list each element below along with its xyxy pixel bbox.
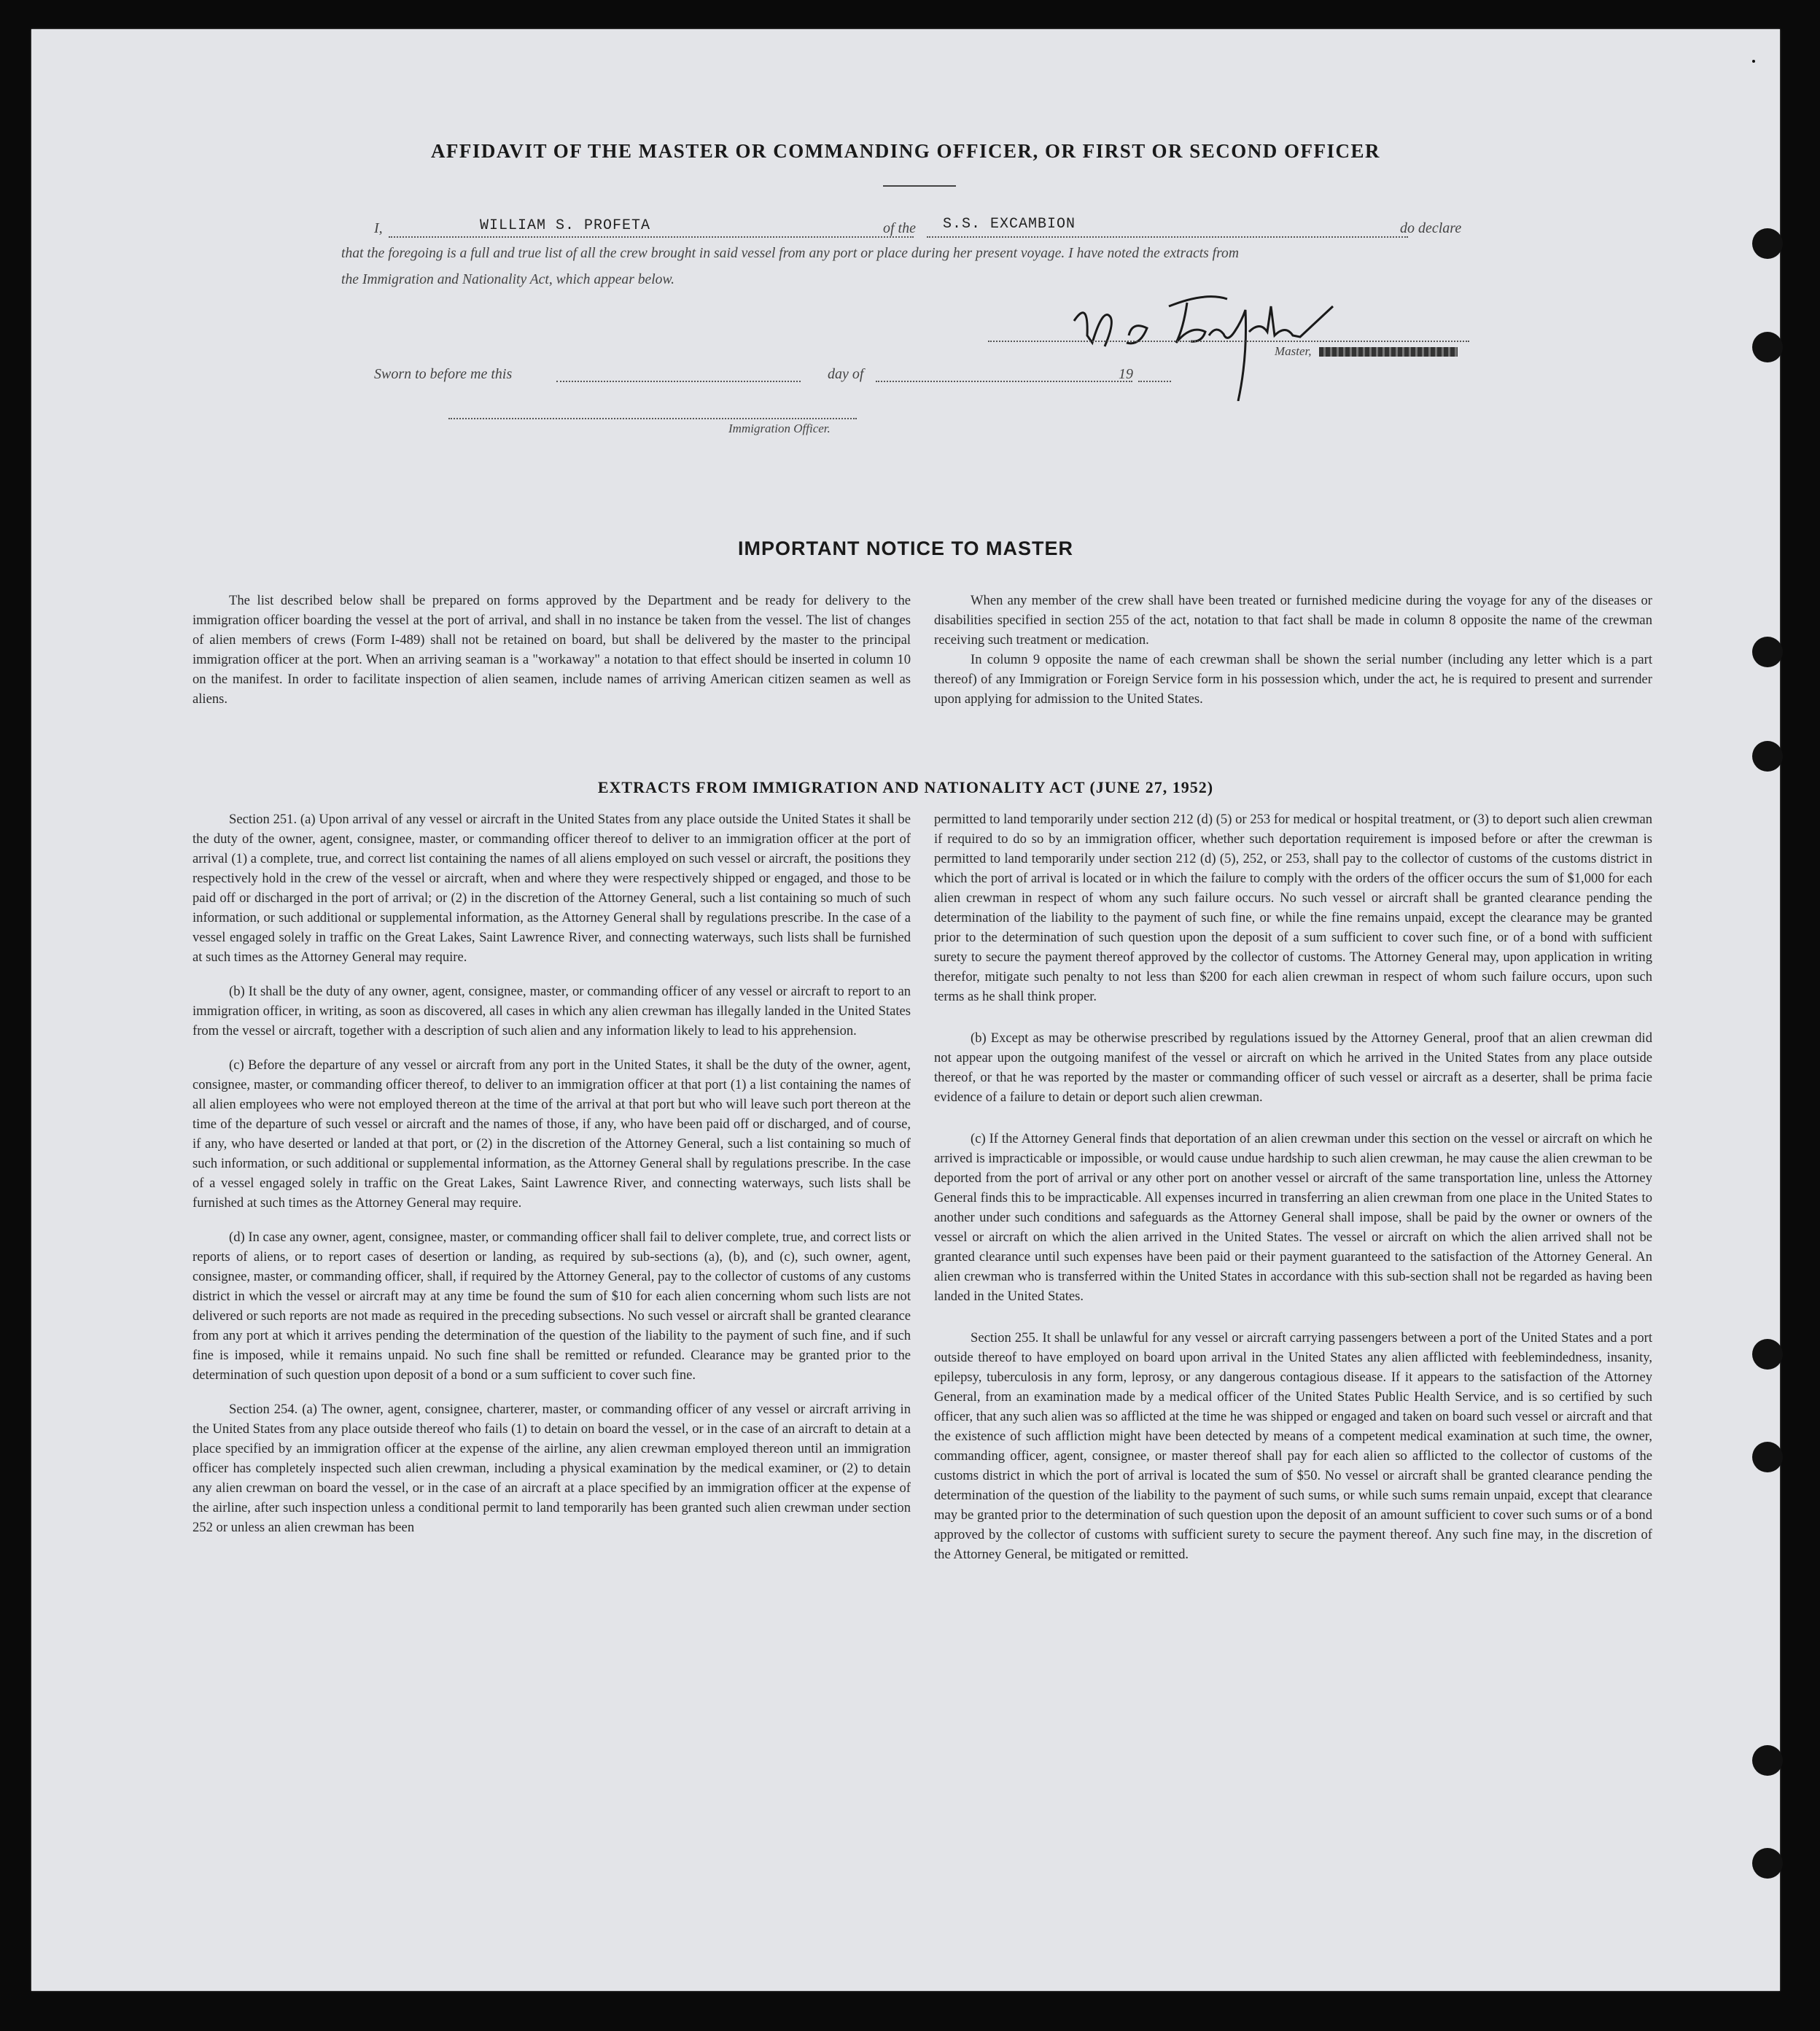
extract-paragraph: permitted to land temporarily under section 212 (d) (5) or 253 for medical or hospital treatment, or (3) to deport such alien crewman if required to do so by an immigration officer, whether such deportation requirement is imposed before or after the crewman is permitted to land temporarily under section 212 (d) (5), 252, or 253, shall pay to the collector of customs of the customs district in which the port of arrival is located or in which the failure to comply with the orders of the officer occurs the sum of $1,000 for each alien crewman in respect of whom any such failure occurs. No such vessel or aircraft shall be granted clearance pending the determination of the liability to the payment of such fine, or while the fine remains unpaid, except the clearance may be granted prior to the determination of such question upon the deposit of a sum sufficient to cover such fine, or of a bond with sufficient surety to secure the payment thereof approved by the collector of customs. The Attorney General may, upon application in writing therefor, mitigate such penalty to not less than $200 for each alien crewman in respect of whom such failure occurs, upon such terms as he shall think proper. [934,812,1652,1004]
extract-paragraph: (b) It shall be the duty of any owner, agent, consignee, master, or commanding officer of any vessel or aircraft to report to an immigration officer, in writing, as soon as discovered, all cases in which any alien crewman has illegally landed in the United States from the vessel or aircraft, together with a description of such alien and any information likely to lead to his apprehension. [192,984,911,1038]
vessel-name: S.S. EXCAMBION [943,216,1076,233]
punch-hole [1752,741,1783,772]
signature-line [988,341,1469,342]
vessel-line [927,236,1408,238]
notice-left-column [192,591,911,715]
extract-paragraph: Section 255. It shall be unlawful for any vessel or aircraft carrying passengers between a port of the United States and a port outside thereof to have employed on board upon arrival in the United States any alien afflicted with feeblemindedness, insanity, epilepsy, tuberculosis in any form, leprosy, or any dangerous contagious disease. If it appears to the satisfaction of the Attorney General, from an examination made by a medical officer of the United States Public Health Service, and is so certified by such officer, that any such alien was so afflicted at the time he was shipped or engaged and taken on board such vessel or aircraft and that the existence of such affliction might have been detected by means of a competent medical examination at such time, the owner, commanding officer, agent, consignee, or master thereof shall pay for each alien so afflicted to the collector of customs of the customs district in which the port of arrival is located the sum of $50. No vessel or aircraft shall be granted clearance pending the determination of the question of the liability to the payment of such sums, or while such sums remain unpaid, except that clearance may be granted prior to the determination of such question upon the deposit of an amount sufficient to cover such sums or of a bond approved by the collector of customs with sufficient surety to secure the payment thereof. Any such fine may, in the discretion of the Attorney General, be mitigated or remitted. [934,1330,1652,1562]
notice-right-column [934,591,1652,715]
redacted-title [1319,347,1458,357]
extracts-left-column [192,809,911,1544]
sworn-label: Sworn to before me this [374,366,513,382]
day-of-label: day of [828,366,864,382]
extract-paragraph: Section 251. (a) Upon arrival of any vessel or aircraft in the United States from any place outside the United States it shall be the duty of the owner, agent, consignee, master, or commanding officer thereof to deliver to an immigration officer at the port of arrival (1) a complete, true, and correct list containing the names of all aliens employed on such vessel or aircraft, the positions they respectively hold in the crew of the vessel or aircraft, when and where they were respectively shipped or engaged, and those to be paid off or discharged in the port of arrival; or (2) in the discretion of the Attorney General, such a list containing so much of such information, or such additional or supplemental information, as the Attorney General shall by regulations prescribe. In the case of a vessel engaged solely in traffic on the Great Lakes, Saint Lawrence River, and connecting waterways, such lists shall be furnished at such times as the Attorney General may require. [192,812,911,965]
punch-hole [1752,1848,1783,1879]
i-label: I, [374,220,383,236]
officer-signature-line [448,418,857,419]
name-line [389,236,914,238]
declaration-line-2: that the foregoing is a full and true list of all the crew brought in said vessel from any port or place during her present voyage. I have noted the extracts from [341,246,1239,261]
extract-paragraph: Section 254. (a) The owner, agent, consignee, charterer, master, or commanding officer of any vessel or aircraft arriving in the United States from any place outside thereof who fails (1) to detain on board the vessel, or in the case of an aircraft to detain at a place specified by an immigration officer at the expense of the airline, any alien crewman employed thereon until an immigration officer has completely inspected such alien crewman, including a physical examination by the medical examiner, or (2) to detain any alien crewman on board the vessel, or in the case of an aircraft at a place specified by an immigration officer at the expense of the airline, after such inspection unless a conditional permit to land temporarily has been granted such alien crewman under section 252 or unless an alien crewman has been [192,1402,911,1535]
extract-paragraph: (d) In case any owner, agent, consignee, master, or commanding officer shall fail to deliver complete, true, and correct lists or reports of aliens, or to report cases of desertion or landing, as required by sub-sections (a), (b), and (c), such owner, agent, consignee, master, or commanding officer, shall, if required by the Attorney General, pay to the collector of customs of any customs district in which the vessel or aircraft may at any time be found the sum of $10 for each alien concerning whom such lists are not delivered or such reports are not made as required in the preceding subsections. No such vessel or aircraft shall be granted clearance from any port at which it arrives pending the determination of the question of the liability to the payment of such fine, and if such fine is imposed, while it remains unpaid. No such fine shall be remitted or refunded. Clearance may be granted prior to the determination of such question upon deposit of a bond or a sum sufficient to cover such fine. [192,1230,911,1383]
do-declare-label: do declare [1400,220,1462,236]
sworn-day-line [556,381,801,382]
punch-hole [1752,1339,1783,1370]
extract-paragraph: (c) Before the departure of any vessel or aircraft from any port in the United States, it shall be the duty of the owner, agent, consignee, master, or commanding officer thereof, to deliver to an immigration officer at that port (1) a list containing the names of all alien employees who were not employed thereon at the time of the arrival at that port but who will leave such port thereon at the time of the departure of such vessel or aircraft and the names of those, if any, who have been paid off or discharged, and of course, if any, who have deserted or landed at that port, or (2) in the discretion of the Attorney General, such a list containing so much of such information, or such additional or supplemental information, as the Attorney General shall by regulations prescribe. In the case of a vessel engaged solely in traffic on the Great Lakes, Saint Lawrence River, and connecting waterways, such lists shall be furnished at such times as the Attorney General may require. [192,1057,911,1211]
extracts-right-column [934,809,1652,1571]
notice-paragraph: In column 9 opposite the name of each crewman shall be shown the serial number (including any letter which is a part thereof) of any Immigration or Foreign Service form in his possession which, under the act, he is required to present and surrender upon applying for admission to the United States. [934,652,1652,707]
notice-paragraph: When any member of the crew shall have been treated or furnished medicine during the voyage for any of the diseases or disabilities specified in section 255 of the act, notation to that fact shall be made in column 8 opposite the name of the crewman receiving such treatment or medication. [934,593,1652,648]
title-divider [883,185,956,187]
master-label: Master, [1275,344,1312,358]
year-label: 19 [1119,366,1133,382]
document-page [31,29,1780,1991]
immigration-officer-label: Immigration Officer. [728,422,831,435]
sworn-month-line [876,381,1132,382]
notice-title: IMPORTANT NOTICE TO MASTER [738,537,1073,559]
punch-hole [1752,1442,1783,1472]
extract-paragraph: (c) If the Attorney General finds that deportation of an alien crewman under this section on the vessel or aircraft on which he arrived is impracticable or impossible, or would cause undue hardship to such alien crewman, he may cause the alien crewman to be deported from the port of arrival or any other port on another vessel or aircraft of the same transportation line, unless the Attorney General finds this to be impracticable. All expenses incurred in transferring an alien crewman from one place in the United States to another under such conditions and safeguards as the Attorney General shall impose, shall be paid by the owner or owners of the vessel or aircraft on which the alien arrived in the United States. The vessel or aircraft on which the alien arrived shall not be granted clearance until such expenses have been paid or their payment guaranteed to the satisfaction of the Attorney General. An alien crewman who is transferred within the United States in accordance with this sub-section shall not be regarded as having been landed in the United States. [934,1131,1652,1304]
of-the-label: of the [883,220,916,236]
speck [1752,60,1755,63]
punch-hole [1752,637,1783,667]
punch-hole [1752,228,1783,259]
extract-paragraph: (b) Except as may be otherwise prescribed by regulations issued by the Attorney General, proof that an alien crewman did not appear upon the outgoing manifest of the vessel or aircraft on which he arrived in the United States from any place outside thereof, or that he was reported by the master or commanding officer of such vessel or aircraft as a deserter, shall be prima facie evidence of a failure to detain or deport such alien crewman. [934,1030,1652,1105]
punch-hole [1752,1745,1783,1776]
declaration-line-3: the Immigration and Nationality Act, which appear below. [341,272,674,287]
master-name: WILLIAM S. PROFETA [480,217,651,234]
extracts-title: EXTRACTS FROM IMMIGRATION AND NATIONALITY ACT (JUNE 27, 1952) [597,778,1214,796]
punch-hole [1752,332,1783,362]
year-line [1138,381,1171,382]
notice-paragraph: The list described below shall be prepared on forms approved by the Department and be ready for delivery to the immigration officer boarding the vessel at the port of arrival, and shall in no instance be taken from the vessel. The list of changes of alien members of crews (Form I-489) shall not be retained on board, but shall be delivered by the master to the principal immigration officer at the port. When an arriving seaman is a "workaway" a notation to that effect should be inserted in column 10 on the manifest. In order to facilitate inspection of alien seamen, include names of arriving American citizen seamen as well as aliens. [192,593,911,707]
affidavit-title: AFFIDAVIT OF THE MASTER OR COMMANDING OFFICER, OR FIRST OR SECOND OFFICER [430,140,1381,162]
